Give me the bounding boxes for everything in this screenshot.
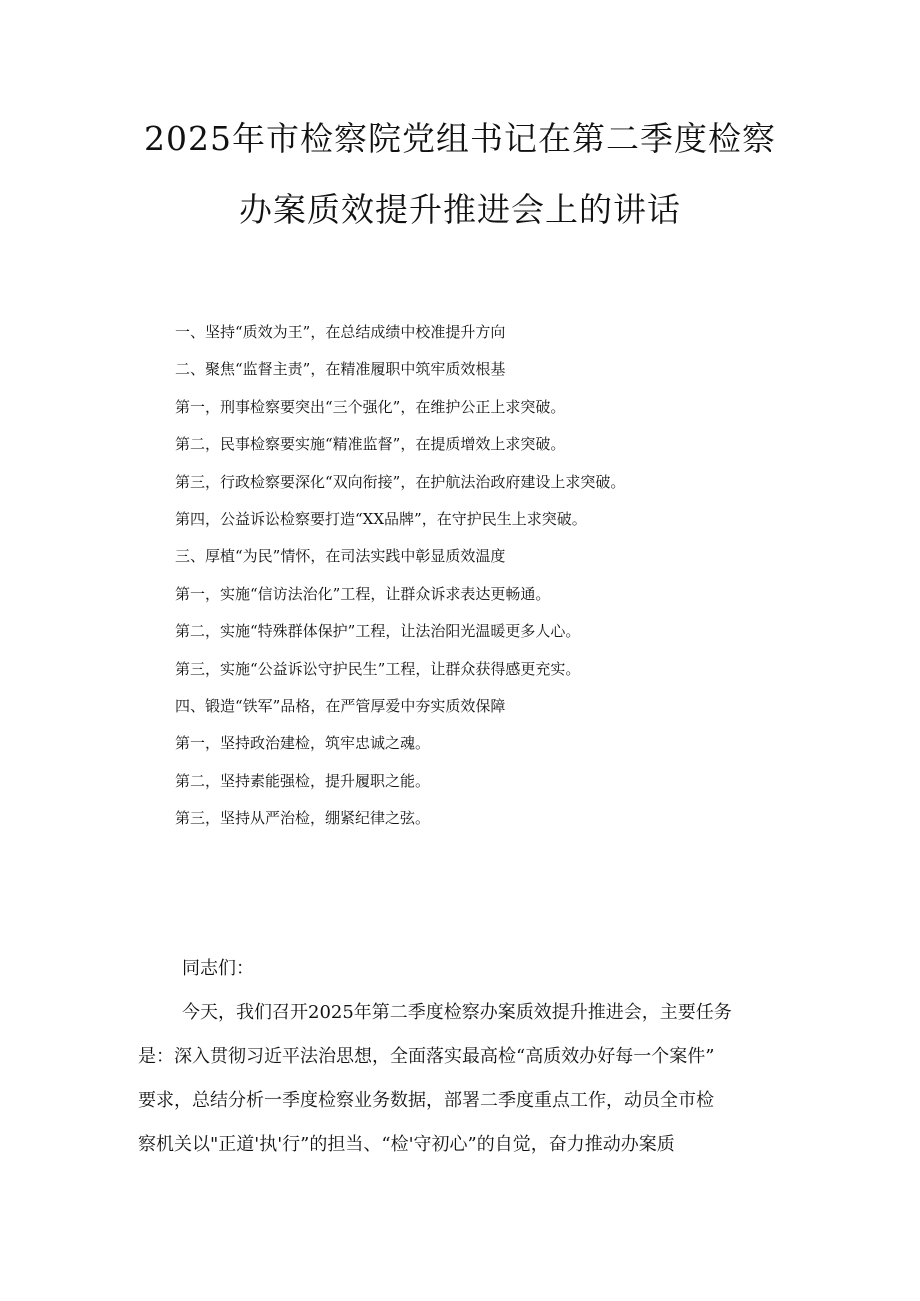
outline-subitem: 第三，实施“公益诉讼守护民生”工程，让群众获得感更充实。 [175,659,581,678]
outline-subitem: 第四，公益诉讼检察要打造“XX品牌”，在守护民生上求突破。 [175,509,587,528]
outline-subitem: 第三，行政检察要深化“双向衔接”，在护航法治政府建设上求突破。 [175,472,626,491]
outline-subitem: 第一，刑事检察要突出“三个强化”，在维护公正上求突破。 [175,397,566,416]
speech-body [138,954,788,1174]
document-title-line-2: 办案质效提升推进会上的讲话 [239,190,681,229]
paragraph-line: 察机关以"正道'执'行”的担当、“检'守初心”的自觉，奋力推动办案质 [138,1134,675,1155]
outline-heading-4: 四、锻造“铁军”品格，在严管厚爱中夯实质效保障 [175,696,506,715]
outline-heading-1: 一、坚持“质效为王”，在总结成绩中校准提升方向 [175,323,506,341]
outline-heading-2: 二、聚焦“监督主责”，在精准履职中筑牢质效根基 [175,360,506,379]
outline-heading-3: 三、厚植“为民”情怀，在司法实践中彰显质效温度 [175,547,506,566]
outline-subitem: 第一，坚持政治建检，筑牢忠诚之魂。 [175,734,431,753]
outline-subitem: 第一，实施“信访法治化”工程，让群众诉求表达更畅通。 [175,584,551,603]
outline-subitem: 第二，民事检察要实施“精准监督”，在提质增效上求突破。 [175,435,566,454]
paragraph-line: 是：深入贯彻习近平法治思想，全面落实最高检“高质效办好每一个案件” [138,1046,715,1067]
salutation: 同志们： [182,958,254,979]
paragraph-line: 要求，总结分析一季度检察业务数据，部署二季度重点工作，动员全市检 [138,1090,714,1111]
paragraph-line: 今天，我们召开2025年第二季度检察办案质效提升推进会，主要任务 [182,1002,732,1023]
outline-subitem: 第二，坚持素能强检，提升履职之能。 [175,771,431,790]
outline-subitem: 第二，实施“特殊群体保护”工程，让法治阳光温暖更多人心。 [175,622,581,641]
outline-list [175,322,875,845]
document-title-line-1: 2025年市检察院党组书记在第二季度检察 [144,119,776,158]
outline-subitem: 第三，坚持从严治检，绷紧纪律之弦。 [175,809,431,828]
